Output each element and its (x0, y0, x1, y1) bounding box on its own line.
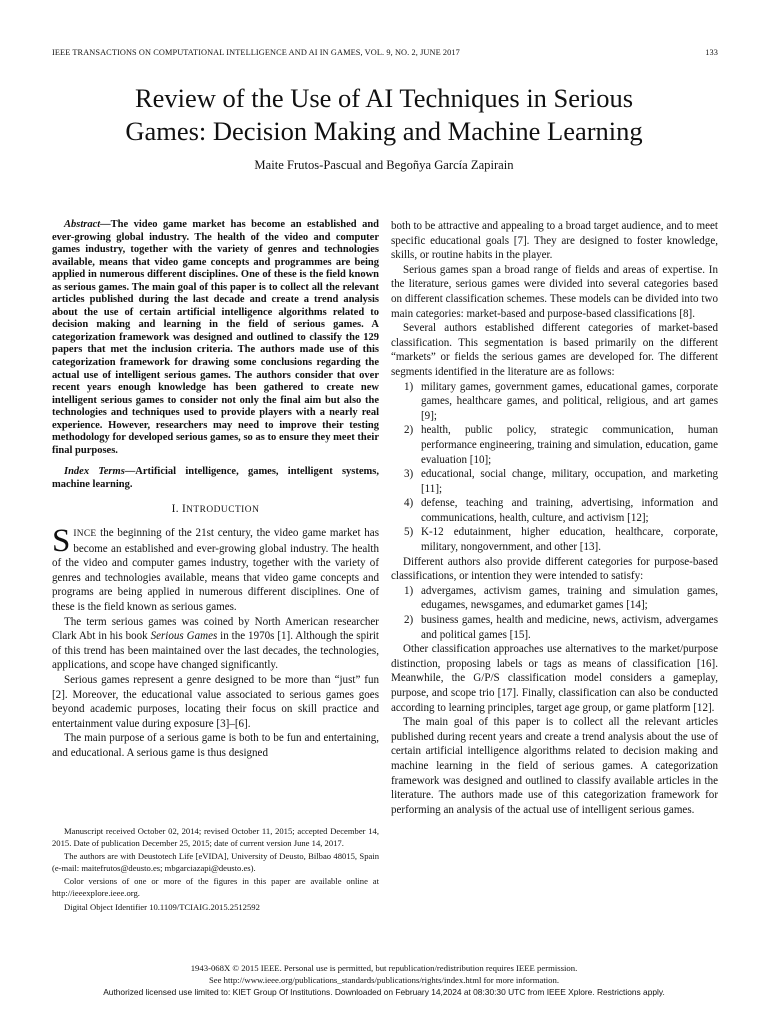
footnote-manuscript: Manuscript received October 02, 2014; revised October 11, 2015; accepted December 14, 2015. Date of publication December 25, 2015; date of current version June 14, 2017. (52, 826, 379, 848)
right-column (391, 219, 718, 817)
list-item: 5) K-12 edutainment, higher education, healthcare, corporate, military, nongovernment, and other [13]. (404, 526, 718, 554)
index-terms-lead: Index Terms (64, 466, 125, 478)
index-terms-text: —Artificial intelligence, games, intelligent systems, machine learning. (52, 466, 379, 490)
list-item: 2) business games, health and medicine, news, activism, advergames and political games [15]. (404, 614, 718, 641)
drop-cap: S (52, 523, 71, 560)
abstract-text: —The video game market has become an established and ever-growing global industry. The health of the video and computer games industry, together with the variety of genres and technologies available, means that video game concepts and programmes are being applied in numerous different disciplines. One of these is the field known as serious games. The main goal of this paper is to collect all the relevant articles published during the last decade and create a trend analysis about the use of certain artificial intelligence algorithms related to decision making and learning in the field of serious games. A categorization framework was designed and outlined to classify the 129 papers that met the inclusion criteria. The authors made use of this categorization framework for drawing some conclusions regarding the actual use of intelligent serious games. The authors consider that over recent years enough knowledge has been gathered to create new intelligent serious games to consider not only the final aim but also the technologies and techniques used to provide players with a nearly real experience. However, researchers may need to improve their testing methodology for developed serious games, so as to ensure they meet their final purposes. (52, 219, 379, 456)
list-item: 1) military games, government games, educational games, corporate games, healthcare games, and political, religious, and art games [9]; (404, 380, 718, 422)
right-paragraph-2: Serious games span a broad range of fields and areas of expertise. In the literature, serious games were divided into several categories based on different classification schemes. These models can be divided into two main categories: market-based and purpose-based classifications [8]. (391, 263, 718, 320)
running-header (52, 48, 718, 57)
author-list: Maite Frutos-Pascual and Begoñya García Zapirain (254, 158, 514, 172)
title-line-1: Review of the Use of AI Techniques in Serious (134, 83, 634, 113)
right-paragraph-3: Several authors established different categories of market-based classification. This segmentation is based primarily on the different “markets” or fields the serious games are developed for. The different segments identified in the literature are as follows: (391, 322, 718, 378)
copyright-line-1: 1943-068X © 2015 IEEE. Personal use is permitted, but republication/redistribution requires IEEE permission. (190, 963, 578, 973)
list-item: 2) health, public policy, strategic communication, human performance engineering, training and simulation, education, game evaluation [10]; (404, 424, 718, 466)
copyright-line-2: See http://www.ieee.org/publications_standards/publications/rights/index.html for more information. (208, 975, 560, 986)
book-title: Serious Games (150, 630, 218, 643)
paper-title (0, 82, 768, 148)
index-terms (52, 466, 379, 491)
intro-paragraph-4: The main purpose of a serious game is both to be fun and entertaining, and educational. A serious game is thus designed (52, 732, 379, 759)
footnote-doi: Digital Object Identifier 10.1109/TCIAIG.2015.2512592 (64, 901, 260, 912)
right-paragraph-4: Different authors also provide different categories for purpose-based classifications, or intention they were intended to satisfy: (391, 555, 718, 583)
right-paragraph-6: The main goal of this paper is to collect all the relevant articles published during recent years and create a trend analysis about the use of certain artificial intelligence algorithms related to decision making and machine learning in the field of serious games. A categorization framework was designed and outlined to classify available articles in the literature. The authors made use of this categorization framework for performing an analysis of the actual use of intelligent serious games. (391, 716, 718, 816)
copyright-notice (0, 962, 768, 986)
list-item: 3) educational, social change, military, occupation, and marketing [11]; (404, 468, 718, 495)
right-paragraph-5: Other classification approaches use alternatives to the market/purpose distinction, proposing labels or tags as means of classification [16]. Meanwhile, the G/P/S classification model considers a gameplay, purpose, and scope trio [17]. Finally, classification can also be conducted according to learning principles, target age group, or game platform [12]. (391, 643, 718, 714)
section-heading-introduction: I. INTRODUCTION (171, 503, 260, 516)
intro-paragraph-3: Serious games represent a genre designed to be more than “just” fun [2]. Moreover, the educational value associated to serious games goes beyond academic purposes, locating their focus on skill practice and entertainment value during exposure [3]–[6]. (52, 674, 379, 730)
page-number: 133 (705, 48, 718, 57)
journal-name: IEEE TRANSACTIONS ON COMPUTATIONAL INTELLIGENCE AND AI IN GAMES, VOL. 9, NO. 2, JUNE 2017 (52, 48, 460, 57)
intro-caps: INCE (73, 529, 97, 540)
list-item: 1) advergames, activism games, training and simulation games, edugames, newsgames, and edumarket games [14]; (404, 584, 718, 612)
abstract-lead: Abstract (64, 219, 101, 230)
footnotes (52, 826, 379, 915)
intro-paragraph-2: The term serious games was coined by North American researcher Clark Abt in his book Serious Games in the 1970s [1]. Although the spirit of this trend has been maintained over the last decades, the technologies, applications, and scope have changed significantly. (52, 615, 379, 672)
list-item: 4) defense, teaching and training, advertising, information and communications, health, culture, and activism [12]; (404, 497, 718, 524)
footnote-affiliation: The authors are with Deustotech Life [eVIDA], University of Deusto, Bilbao 48015, Spain (e-mail: maitefrutos@deusto.es; mbgarciazapi@deusto.es). (52, 851, 379, 873)
right-paragraph-1: both to be attractive and appealing to a broad target audience, and to meet specific educational goals [7]. They are designed to foster knowledge, skills, or routine habits in the player. (391, 220, 718, 262)
purpose-based-list (391, 584, 718, 642)
market-based-list (391, 380, 718, 555)
authorized-use-notice: Authorized licensed use limited to: KIET Group Of Institutions. Downloaded on February 14,2024 at 08:30:30 UTC from IEEE Xplore. Restrictions apply. (103, 987, 665, 997)
title-line-2: Games: Decision Making and Machine Learning (125, 116, 643, 146)
left-column (52, 219, 379, 761)
abstract (52, 219, 379, 457)
footnote-color: Color versions of one or more of the figures in this paper are available online at http://ieeexplore.ieee.org. (52, 876, 379, 898)
intro-paragraph-1: SINCE the beginning of the 21st century, the video game market has become an established and ever-growing global industry. The health of the video and computer games industry, together with the variety of genres and technologies available, means that video game concepts and programs are being applied in numerous different disciplines. One of these is the field known as serious games. (52, 523, 379, 614)
